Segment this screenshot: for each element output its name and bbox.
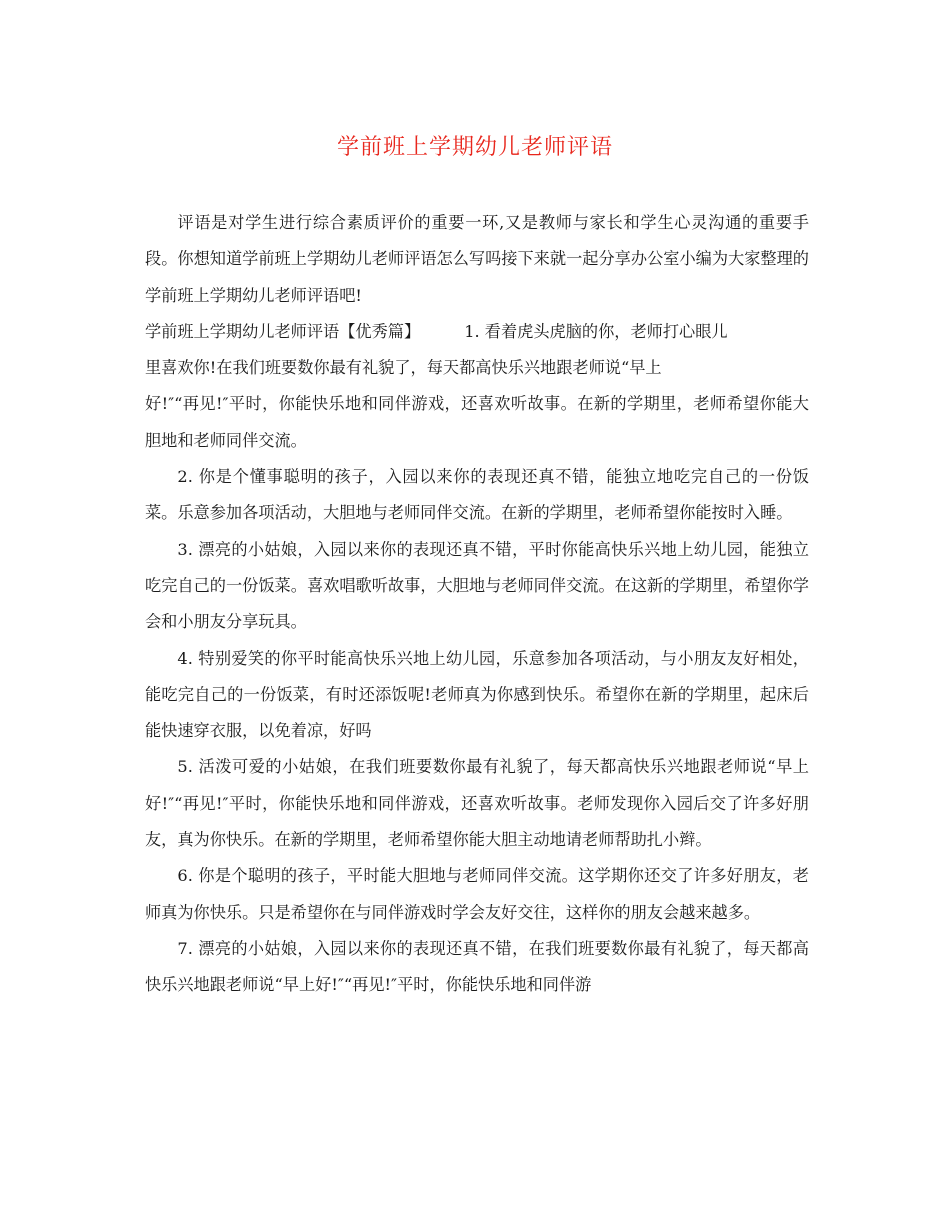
- section-heading-line: [145, 314, 809, 350]
- comment-item-6: 6. 你是个聪明的孩子，平时能大胆地与老师同伴交流。这学期你还交了许多好朋友，老师真为你快乐。只是希望你在与同伴游戏时学会友好交往，这样你的朋友会越来越多。: [145, 866, 809, 922]
- item-1-rest: 好!″“再见!″平时，你能快乐地和同伴游戏，还喜欢听故事。在新的学期里，老师希望你能大胆地和老师同伴交流。: [145, 394, 809, 450]
- item-1-start: 1. 看着虎头虎脑的你，老师打心眼儿: [464, 321, 728, 341]
- intro-paragraph: 评语是对学生进行综合素质评价的重要一环,又是教师与家长和学生心灵沟通的重要手段。你想知道学前班上学期幼儿老师评语怎么写吗接下来就一起分享办公室小编为大家整理的学前班上学期幼儿老师评语吧!: [145, 213, 809, 305]
- comment-item-3: 3. 漂亮的小姑娘，入园以来你的表现还真不错，平时你能高快乐兴地上幼儿园，能独立吃完自己的一份饭菜。喜欢唱歌听故事，大胆地与老师同伴交流。在这新的学期里，希望你学会和小朋友分享玩具。: [145, 539, 809, 632]
- section-heading: 学前班上学期幼儿老师评语【优秀篇】: [145, 321, 421, 341]
- comment-item-7: 7. 漂亮的小姑娘，入园以来你的表现还真不错，在我们班要数你最有礼貌了，每天都高快乐兴地跟老师说“早上好!″“再见!″平时，你能快乐地和同伴游: [145, 938, 809, 995]
- comment-item-4: 4. 特别爱笑的你平时能高快乐兴地上幼儿园，乐意参加各项活动，与小朋友友好相处，能吃完自己的一份饭菜，有时还添饭呢!老师真为你感到快乐。希望你在新的学期里，起床后能快速穿衣服，以免着凉，好吗: [145, 648, 809, 741]
- document-title: 学前班上学期幼儿老师评语: [336, 135, 613, 160]
- item-1-line-2: 里喜欢你!在我们班要数你最有礼貌了，每天都高快乐兴地跟老师说“早上: [145, 358, 662, 378]
- comment-item-5: 5. 活泼可爱的小姑娘，在我们班要数你最有礼貌了，每天都高快乐兴地跟老师说“早上好!″“再见!″平时，你能快乐地和同伴游戏，还喜欢听故事。老师发现你入园后交了许多好朋友，真为你快乐。在新的学期里，老师希望你能大胆主动地请老师帮助扎小辫。: [145, 757, 809, 850]
- document-body: [145, 205, 809, 1004]
- comment-item-2: 2. 你是个懂事聪明的孩子，入园以来你的表现还真不错，能独立地吃完自己的一份饭菜。乐意参加各项活动，大胆地与老师同伴交流。在新的学期里，老师希望你能按时入睡。: [145, 467, 809, 523]
